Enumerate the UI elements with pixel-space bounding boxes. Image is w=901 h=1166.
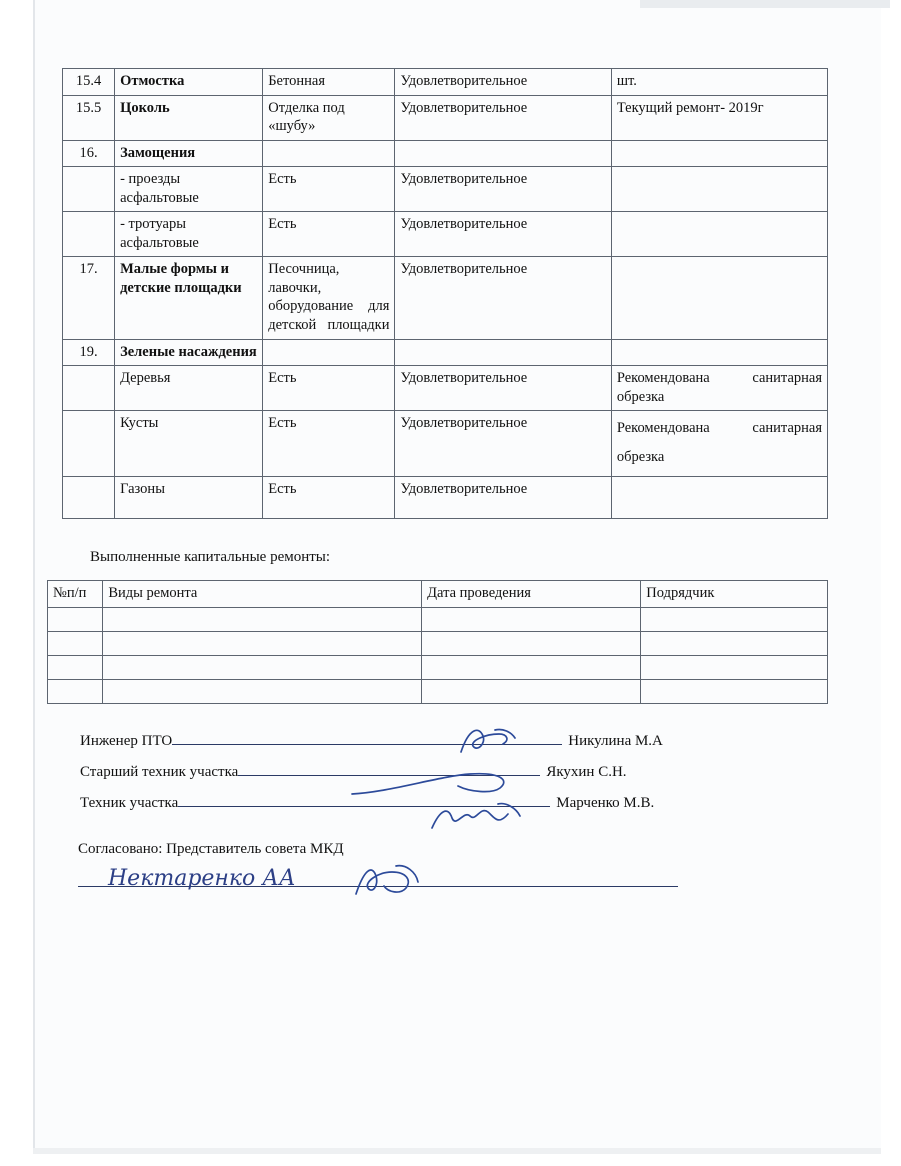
cell-state: Есть: [263, 167, 395, 212]
cell-repair-type: [103, 607, 422, 631]
signature-name: Никулина М.А: [568, 733, 663, 749]
cell-evaluation: Удовлетворительное: [395, 477, 611, 519]
cell-evaluation: Удовлетворительное: [395, 69, 611, 96]
paper-bottom-shadow: [33, 1148, 881, 1154]
cell-state: Песочница, лавочки, оборудование для детской площадки: [263, 257, 395, 339]
paper-left-edge: [33, 0, 35, 1150]
cell-name: Малые формы и детские площадки: [115, 257, 263, 339]
table-row: [48, 655, 828, 679]
cell-evaluation: Удовлетворительное: [395, 167, 611, 212]
table-row: [63, 212, 828, 257]
cell-note: шт.: [611, 69, 827, 96]
cell-num: [48, 607, 103, 631]
cell-state: Отделка под «шубу»: [263, 95, 395, 140]
cell-note: [611, 167, 827, 212]
cell-repair-type: [103, 655, 422, 679]
capital-repairs-table: [47, 580, 828, 704]
cell-state: Есть: [263, 477, 395, 519]
cell-num: 15.5: [63, 95, 115, 140]
handwritten-approval-name: Нектаренко АА: [108, 866, 296, 891]
cell-note: [611, 339, 827, 366]
cell-num: 19.: [63, 339, 115, 366]
cell-note: [611, 257, 827, 339]
cell-note: [611, 212, 827, 257]
header-num: №п/п: [48, 581, 103, 608]
table-header-row: [48, 581, 828, 608]
approval-label: Согласовано: Представитель совета МКД: [78, 841, 344, 857]
cell-evaluation: Удовлетворительное: [395, 95, 611, 140]
cell-date: [422, 631, 641, 655]
cell-note: Рекомендована санитарная обрезка: [611, 411, 827, 477]
cell-num: 16.: [63, 140, 115, 167]
cell-num: [63, 411, 115, 477]
cell-date: [422, 655, 641, 679]
cell-state: Есть: [263, 212, 395, 257]
cell-num: [63, 366, 115, 411]
cell-contractor: [641, 655, 828, 679]
header-repair-type: Виды ремонта: [103, 581, 422, 608]
cell-num: [48, 679, 103, 703]
cell-state: [263, 339, 395, 366]
cell-evaluation: Удовлетворительное: [395, 257, 611, 339]
cell-evaluation: [395, 339, 611, 366]
cell-repair-type: [103, 631, 422, 655]
building-elements-table: [62, 68, 828, 519]
paper-top-shadow: [640, 0, 890, 8]
cell-name: - тротуары асфальтовые: [115, 212, 263, 257]
table-row: [63, 140, 828, 167]
table-row: [48, 679, 828, 703]
handwritten-signature-council-rep: [350, 860, 430, 900]
header-contractor: Подрядчик: [641, 581, 828, 608]
cell-name: Зеленые насаждения: [115, 339, 263, 366]
cell-num: 17.: [63, 257, 115, 339]
cell-name: Цоколь: [115, 95, 263, 140]
cell-note: Текущий ремонт- 2019г: [611, 95, 827, 140]
repairs-caption: Выполненные капитальные ремонты:: [90, 549, 331, 565]
cell-contractor: [641, 679, 828, 703]
table-row: [48, 607, 828, 631]
cell-contractor: [641, 631, 828, 655]
signature-row-engineer: [80, 730, 780, 761]
cell-num: 15.4: [63, 69, 115, 96]
cell-state: [263, 140, 395, 167]
cell-name: Замощения: [115, 140, 263, 167]
table-row: [63, 69, 828, 96]
cell-note: Рекомендована санитарная обрезка: [611, 366, 827, 411]
header-date: Дата проведения: [422, 581, 641, 608]
table-row: [63, 257, 828, 339]
cell-repair-type: [103, 679, 422, 703]
cell-name: Газоны: [115, 477, 263, 519]
cell-name: Отмостка: [115, 69, 263, 96]
cell-evaluation: [395, 140, 611, 167]
table-row: [63, 477, 828, 519]
cell-state: Бетонная: [263, 69, 395, 96]
table-row: [63, 411, 828, 477]
cell-name: Деревья: [115, 366, 263, 411]
cell-evaluation: Удовлетворительное: [395, 411, 611, 477]
cell-name: Кусты: [115, 411, 263, 477]
cell-num: [63, 212, 115, 257]
cell-date: [422, 607, 641, 631]
cell-num: [63, 477, 115, 519]
cell-evaluation: Удовлетворительное: [395, 366, 611, 411]
handwritten-signature-tech: [428, 800, 528, 836]
signature-name: Якухин С.Н.: [546, 764, 627, 780]
handwritten-signature-senior-tech: [350, 768, 520, 802]
table-row: [48, 631, 828, 655]
cell-name: - проезды асфальтовые: [115, 167, 263, 212]
table-row: [63, 95, 828, 140]
cell-state: Есть: [263, 411, 395, 477]
signature-name: Марченко М.В.: [556, 795, 655, 811]
signature-role: Техник участка: [80, 795, 179, 811]
handwritten-signature-engineer: [455, 722, 525, 762]
cell-evaluation: Удовлетворительное: [395, 212, 611, 257]
cell-num: [48, 655, 103, 679]
signature-role: Старший техник участка: [80, 764, 239, 780]
cell-date: [422, 679, 641, 703]
table-row: [63, 339, 828, 366]
table-row: [63, 167, 828, 212]
cell-num: [63, 167, 115, 212]
cell-num: [48, 631, 103, 655]
cell-state: Есть: [263, 366, 395, 411]
cell-contractor: [641, 607, 828, 631]
cell-note: [611, 140, 827, 167]
cell-note: [611, 477, 827, 519]
table-row: [63, 366, 828, 411]
signature-role: Инженер ПТО: [80, 733, 173, 749]
